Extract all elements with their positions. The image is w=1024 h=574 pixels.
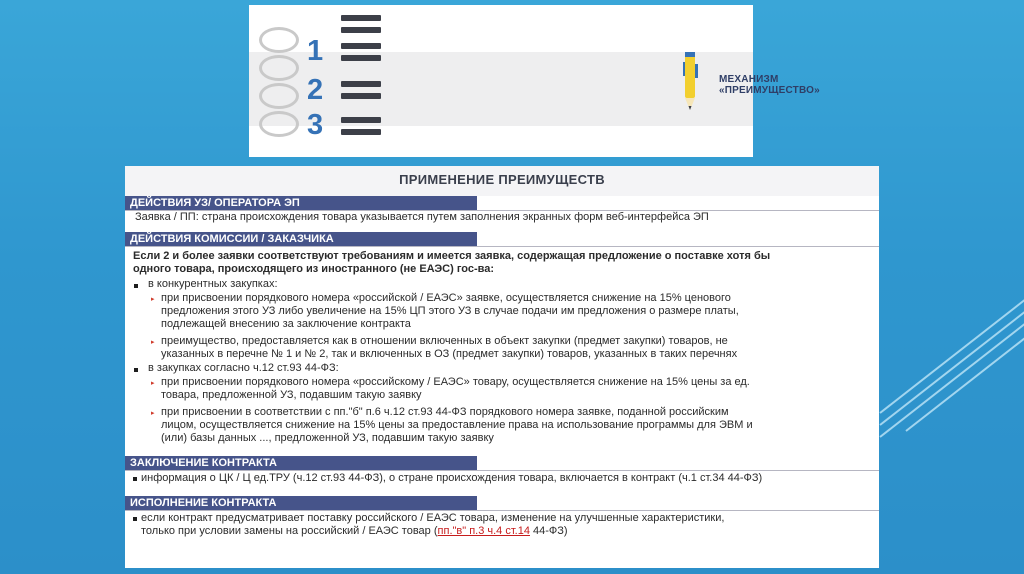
bullet-square-icon <box>133 477 137 481</box>
pencil-icon <box>679 48 705 121</box>
banner-title: МЕХАНИЗМ «ПРЕИМУЩЕСТВО» <box>719 74 820 96</box>
list-number: 3 <box>307 109 324 141</box>
arrow-bullet-icon: ▸ <box>151 296 155 303</box>
section-header-operator: ДЕЙСТВИЯ УЗ/ ОПЕРАТОРА ЭП <box>125 196 477 210</box>
banner-band <box>249 52 753 126</box>
list-number: 2 <box>307 74 324 106</box>
competitive-item: при присвоении порядкового номера «российской / ЕАЭС» заявке, осуществляется снижение на 15% ценового <box>161 292 731 304</box>
bullet-square-icon <box>133 517 137 521</box>
operator-text: Заявка / ПП: страна происхождения товара указывается путем заполнения экранных форм веб-интерфейса ЭП <box>135 211 709 223</box>
art93-label: в закупках согласно ч.12 ст.93 44-ФЗ: <box>148 362 339 374</box>
bullet-square-icon <box>134 284 138 288</box>
slide-content <box>125 166 879 568</box>
slide-heading: ПРИМЕНЕНИЕ ПРЕИМУЩЕСТВ <box>125 166 879 196</box>
art93-item: товара, предложенной УЗ, подавшим такую заявку <box>161 389 422 401</box>
art93-item: лицом, осуществляется снижение на 15% цены за предоставление права на использование программы для ЭВМ и <box>161 419 753 431</box>
execution-text-suffix: 44-ФЗ) <box>529 525 568 537</box>
competitive-item: указанных в перечне № 1 и № 2, так и включенных в ОЗ (предмет закупки) товаров, указанных в таких перечнях <box>161 348 738 360</box>
art93-item: при присвоении в соответствии с пп."б" п.6 ч.12 ст.93 44-ФЗ порядкового номера заявке, поданной российским <box>161 406 729 418</box>
execution-text-prefix: только при условии замены на российский / ЕАЭС товар ( <box>141 525 438 537</box>
competitive-label: в конкурентных закупках: <box>148 278 278 290</box>
art93-item: (или) базы данных ..., предложенной УЗ, подавшим такую заявку <box>161 432 494 444</box>
competitive-item: подлежащей внесению за заключение контракта <box>161 318 411 330</box>
art93-item: при присвоении порядкового номера «российскому / ЕАЭС» товару, осуществляется снижение на 15% цены за ед. <box>161 376 750 388</box>
arrow-bullet-icon: ▸ <box>151 339 155 346</box>
execution-text <box>141 525 568 538</box>
commission-intro: одного товара, происходящего из иностранного (не ЕАЭС) гос-ва: <box>133 263 495 275</box>
execution-text: если контракт предусматривает поставку российского / ЕАЭС товара, изменение на улучшенные характеристики, <box>141 512 725 524</box>
competitive-item: преимущество, предоставляется как в отношении включенных в объект закупки (предмет закупки) товаров, не <box>161 335 728 347</box>
bullet-square-icon <box>134 368 138 372</box>
contract-text: информация о ЦК / Ц ед.ТРУ (ч.12 ст.93 44-ФЗ), о стране происхождения товара, включается в контракт (ч.1 ст.34 44-ФЗ) <box>141 472 763 484</box>
law-reference-link[interactable]: пп."в" п.3 ч.4 ст.14 <box>437 525 530 537</box>
competitive-item: предложения этого УЗ либо увеличение на 15% ЦП этого УЗ в случае подачи им предложения о размере платы, <box>161 305 739 317</box>
commission-intro: Если 2 и более заявки соответствуют требованиям и имеется заявка, содержащая предложение о поставке хотя бы <box>133 250 771 262</box>
title-banner <box>249 5 820 157</box>
section-header-contract: ЗАКЛЮЧЕНИЕ КОНТРАКТА <box>125 456 477 470</box>
arrow-bullet-icon: ▸ <box>151 410 155 417</box>
section-header-execution: ИСПОЛНЕНИЕ КОНТРАКТА <box>125 496 477 510</box>
arrow-bullet-icon: ▸ <box>151 380 155 387</box>
list-number: 1 <box>307 35 324 67</box>
section-header-commission: ДЕЙСТВИЯ КОМИССИИ / ЗАКАЗЧИКА <box>125 232 477 246</box>
